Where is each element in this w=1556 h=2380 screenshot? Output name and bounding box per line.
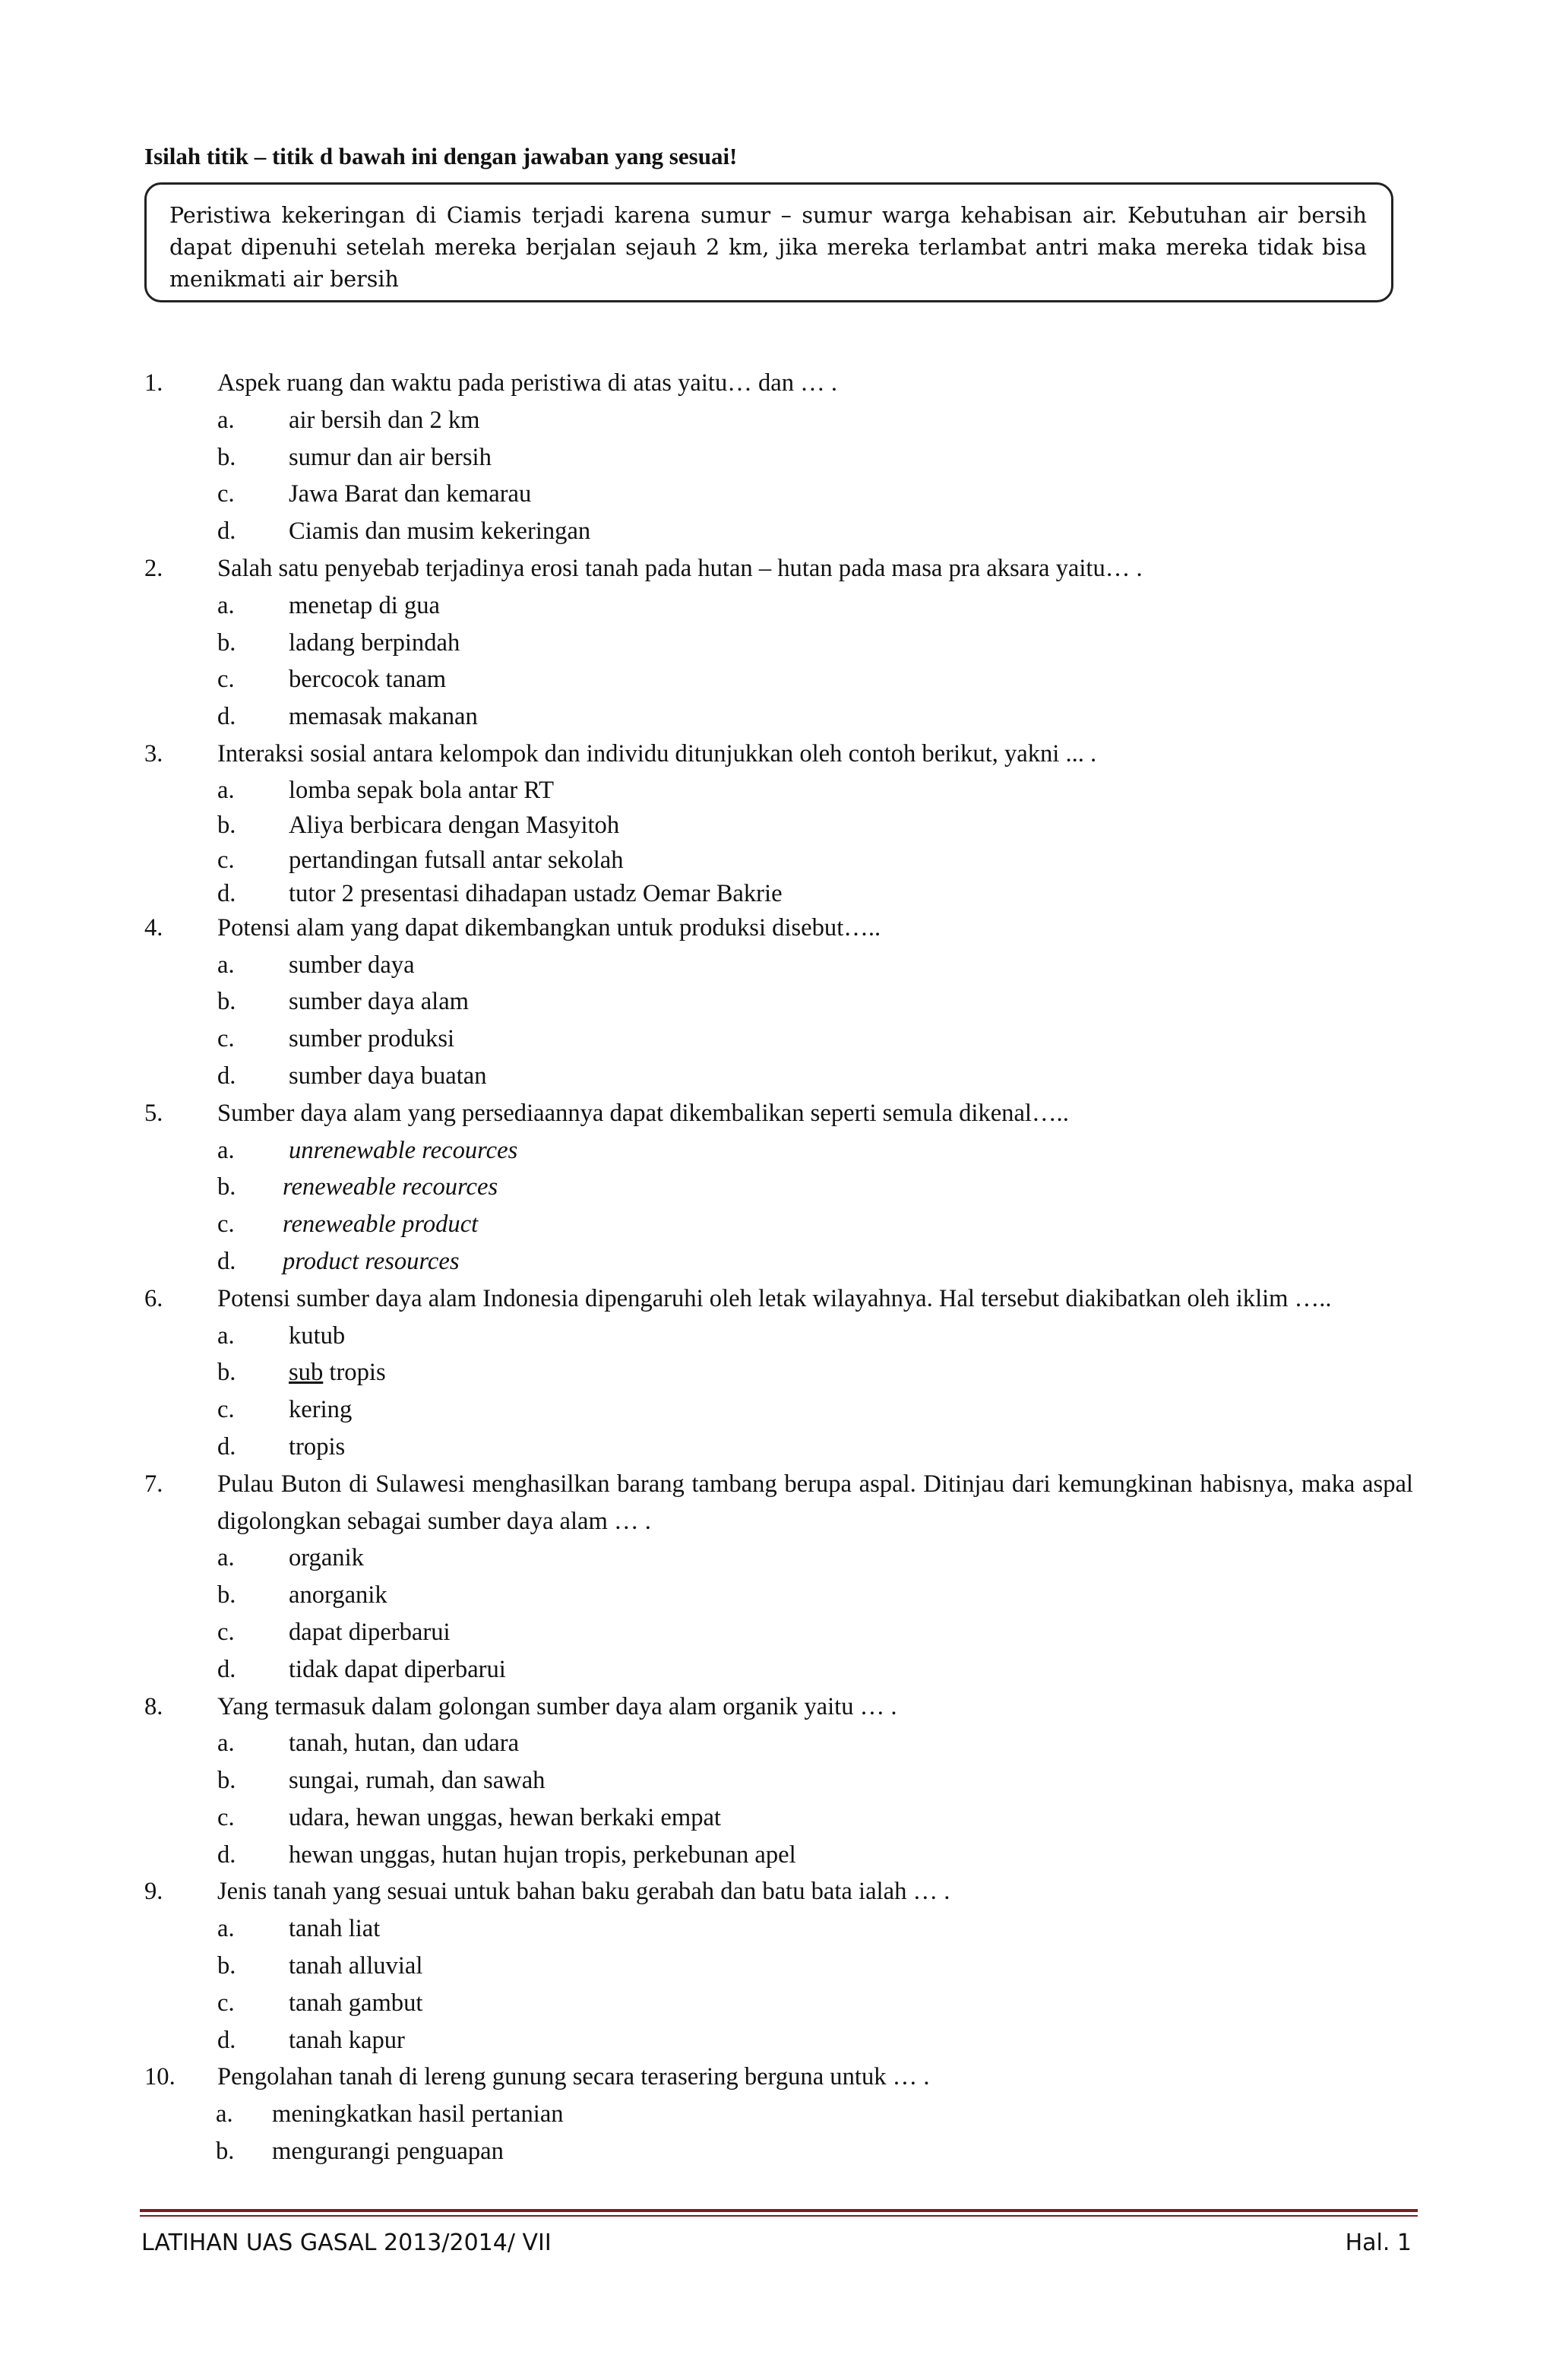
footer-rule-thin [140, 2215, 1418, 2217]
option [144, 1058, 1413, 1095]
question-number: 5. [144, 1099, 163, 1127]
option-text: tropis [323, 1359, 386, 1387]
question-number: 6. [144, 1284, 163, 1312]
option-text: sumur dan air bersih [289, 443, 492, 471]
question-text: Sumber daya alam yang persediaannya dapat dikembalikan seperti semula dikenal….. [217, 1099, 1069, 1127]
question-number: 9. [144, 1878, 163, 1906]
option-text: air bersih dan 2 km [289, 406, 480, 434]
question-number: 7. [144, 1470, 163, 1498]
option-text: tanah, hutan, dan udara [289, 1730, 520, 1758]
option-text: Ciamis dan musim kekeringan [289, 517, 591, 546]
option-text: organik [289, 1544, 364, 1572]
option-text: kering [289, 1396, 353, 1424]
question-text: Yang termasuk dalam golongan sumber daya alam organik yaitu … . [217, 1692, 897, 1720]
option-text: tropis [289, 1432, 346, 1461]
question-text: Potensi alam yang dapat dikembangkan untuk produksi disebut….. [217, 913, 881, 942]
option-text: reneweable product [283, 1211, 479, 1239]
option-text: reneweable recources [283, 1173, 498, 1201]
option [144, 476, 1413, 513]
option [144, 587, 1413, 625]
question [144, 550, 1413, 587]
option [144, 2022, 1413, 2059]
option-letter: a. [217, 591, 235, 619]
option [144, 1799, 1413, 1837]
option [144, 1354, 1413, 1391]
option-letter: b. [217, 811, 236, 839]
option-letter: d. [217, 517, 236, 546]
option [144, 661, 1413, 698]
question [144, 2059, 1413, 2096]
option-text: Aliya berbicara dengan Masyitoh [289, 811, 620, 839]
question [144, 1280, 1413, 1318]
option-text: memasak makanan [289, 703, 478, 731]
option-letter: a. [217, 776, 235, 804]
option [144, 698, 1413, 736]
option-text: sumber produksi [289, 1025, 455, 1053]
option [144, 1132, 1413, 1169]
option [144, 1837, 1413, 1874]
footer-title: LATIHAN UAS GASAL 2013/2014/ VII [141, 2230, 552, 2256]
question-text: Pulau Buton di Sulawesi menghasilkan barang tambang berupa aspal. Ditinjau dari kemungkinan habisnya, maka aspal digolongkan sebagai sumber daya alam … . [217, 1470, 1413, 1535]
option-letter: b. [217, 1952, 236, 1980]
question [144, 1873, 1413, 1910]
option-text: anorganik [289, 1581, 387, 1609]
option-letter: a. [217, 1730, 235, 1758]
option-text: dapat diperbarui [289, 1618, 451, 1646]
question [144, 365, 1413, 402]
option [144, 1391, 1413, 1429]
option-text: sumber daya buatan [289, 1062, 487, 1090]
option-letter: b. [217, 988, 236, 1016]
question-text: Salah satu penyebab terjadinya erosi tanah pada hutan – hutan pada masa pra aksara yaitu… . [217, 554, 1143, 582]
question [144, 1466, 1413, 1540]
option-text: tanah kapur [289, 2026, 405, 2054]
option-text: unrenewable recources [289, 1136, 518, 1164]
option [144, 1762, 1413, 1799]
option-text: bercocok tanam [289, 666, 447, 694]
option-text: tanah liat [289, 1915, 381, 1943]
option [144, 1614, 1413, 1651]
option-text: tutor 2 presentasi dihadapan ustadz Oemar Bakrie [289, 879, 783, 907]
question-number: 1. [144, 369, 163, 397]
option-letter: a. [217, 1136, 235, 1164]
option [144, 1540, 1413, 1577]
option-letter: c. [217, 1803, 235, 1831]
option [144, 625, 1413, 662]
option-text: meningkatkan hasil pertanian [272, 2100, 564, 2128]
option-text: Jawa Barat dan kemarau [289, 480, 532, 508]
option-letter: a. [216, 2100, 233, 2128]
question-number: 3. [144, 739, 163, 767]
option [144, 1318, 1413, 1355]
option-text: tidak dapat diperbarui [289, 1655, 506, 1683]
question [144, 1688, 1413, 1726]
option-text: ladang berpindah [289, 628, 460, 657]
option-letter: c. [217, 1618, 235, 1646]
option [144, 402, 1413, 439]
option [144, 1948, 1413, 1985]
option-text: pertandingan futsall antar sekolah [289, 846, 624, 874]
option-letter: a. [217, 406, 235, 434]
option-text: menetap di gua [289, 591, 441, 619]
question-text: Pengolahan tanah di lereng gunung secara terasering berguna untuk … . [217, 2063, 930, 2091]
option-letter: b. [217, 443, 236, 471]
question-text: Aspek ruang dan waktu pada peristiwa di atas yaitu… dan … . [217, 369, 838, 397]
option [144, 878, 1413, 910]
option-letter: d. [217, 1655, 236, 1683]
option-text-underlined: sub [289, 1359, 324, 1387]
option-letter: c. [217, 1396, 235, 1424]
option-letter: b. [216, 2138, 235, 2166]
option-text: kutub [289, 1321, 346, 1350]
option-letter: c. [217, 1989, 235, 2017]
option-letter: c. [217, 1211, 235, 1239]
option-text: sumber daya [289, 951, 415, 979]
question-text: Potensi sumber daya alam Indonesia dipengaruhi oleh letak wilayahnya. Hal tersebut diakibatkan oleh iklim ….. [217, 1284, 1332, 1312]
question-text: Interaksi sosial antara kelompok dan individu ditunjukkan oleh contoh berikut, yakni ... . [217, 739, 1097, 767]
option [144, 808, 1413, 843]
option [144, 1651, 1413, 1688]
option-text: sungai, rumah, dan sawah [289, 1767, 546, 1795]
option-letter: a. [217, 1915, 235, 1943]
question-text: Jenis tanah yang sesuai untuk bahan baku gerabah dan batu bata ialah … . [217, 1878, 950, 1906]
question-number: 10. [144, 2063, 176, 2091]
option [144, 1206, 1413, 1243]
option [144, 2133, 1413, 2170]
option-letter: b. [217, 628, 236, 657]
option [144, 983, 1413, 1021]
question-number: 2. [144, 554, 163, 582]
question-number: 4. [144, 913, 163, 942]
option-letter: b. [217, 1767, 236, 1795]
question [144, 736, 1413, 773]
option-text: tanah gambut [289, 1989, 423, 2017]
option-text: hewan unggas, hutan hujan tropis, perkebunan apel [289, 1840, 796, 1869]
passage-box: Peristiwa kekeringan di Ciamis terjadi karena sumur – sumur warga kehabisan air. Kebutuhan air bersih dapat dipenuhi setelah mereka berjalan sejauh 2 km, jika mereka terlambat antri maka mereka tidak bisa menikmati air bersih [144, 182, 1393, 302]
option-letter: c. [217, 666, 235, 694]
option [144, 1169, 1413, 1206]
option-letter: d. [217, 879, 236, 907]
option [144, 1577, 1413, 1614]
page-number: Hal. 1 [1345, 2230, 1412, 2256]
option-letter: d. [217, 1432, 236, 1461]
option-letter: a. [217, 1321, 235, 1350]
option-letter: b. [217, 1173, 236, 1201]
option-letter: c. [217, 846, 235, 874]
option [144, 1985, 1413, 2022]
question-list [144, 365, 1413, 2170]
option-text: udara, hewan unggas, hewan berkaki empat [289, 1803, 721, 1831]
question [144, 910, 1413, 947]
option [144, 843, 1413, 878]
option-text: lomba sepak bola antar RT [289, 776, 555, 804]
option [144, 1021, 1413, 1058]
option-letter: d. [217, 1840, 236, 1869]
option-letter: c. [217, 1025, 235, 1053]
instruction-heading: Isilah titik – titik d bawah ini dengan jawaban yang sesuai! [144, 143, 738, 169]
option-letter: a. [217, 1544, 235, 1572]
option-text: sumber daya alam [289, 988, 470, 1016]
question [144, 1095, 1413, 1132]
option [144, 1243, 1413, 1280]
option [144, 2096, 1413, 2133]
question-number: 8. [144, 1692, 163, 1720]
option [144, 773, 1413, 808]
option-letter: d. [217, 703, 236, 731]
option-letter: d. [217, 1062, 236, 1090]
option-letter: d. [217, 1247, 236, 1275]
option-letter: b. [217, 1581, 236, 1609]
option [144, 513, 1413, 550]
option-text: mengurangi penguapan [272, 2138, 504, 2166]
option-letter: b. [217, 1359, 236, 1387]
option [144, 439, 1413, 476]
option-text: tanah alluvial [289, 1952, 423, 1980]
option [144, 1910, 1413, 1948]
option [144, 947, 1413, 984]
option [144, 1429, 1413, 1466]
footer-rule [140, 2209, 1418, 2212]
option-letter: a. [217, 951, 235, 979]
option-text: product resources [283, 1247, 460, 1275]
option [144, 1725, 1413, 1762]
option-letter: c. [217, 480, 235, 508]
option-letter: d. [217, 2026, 236, 2054]
